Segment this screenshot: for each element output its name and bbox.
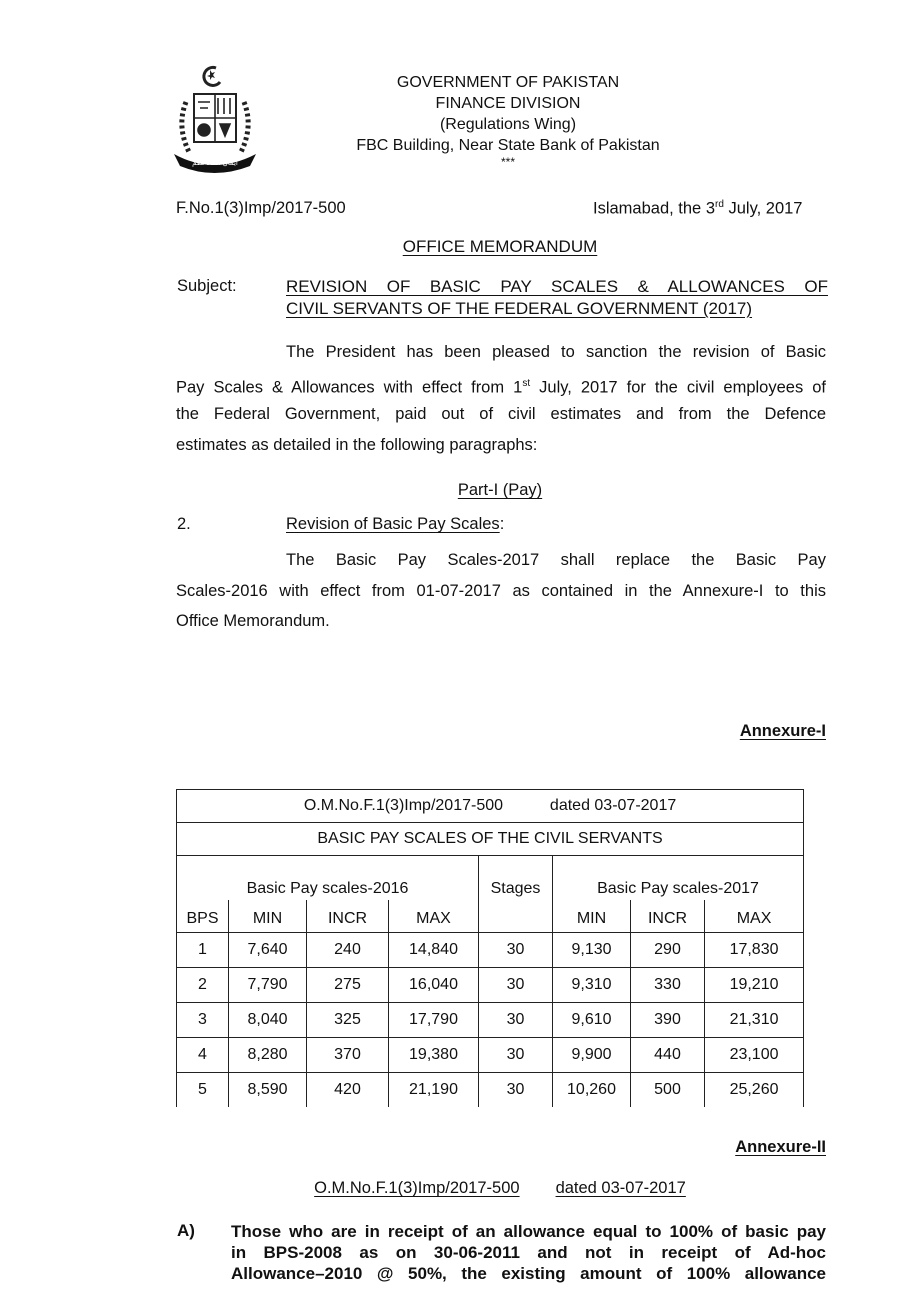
table-cell: 21,190 [389, 1073, 479, 1108]
table-cell: 17,790 [389, 1003, 479, 1038]
table-cell: 30 [479, 1073, 553, 1108]
table-cell: 23,100 [705, 1038, 804, 1073]
group-2016-header: Basic Pay scales-2016 [177, 856, 479, 901]
table-cell: 275 [307, 968, 389, 1003]
table-cell: 17,830 [705, 933, 804, 968]
part1-heading: Part-I (Pay) [457, 481, 543, 499]
file-number: F.No.1(3)Imp/2017-500 [176, 199, 346, 217]
section2-title: Revision of Basic Pay Scales [286, 515, 500, 533]
table-cell: 8,040 [229, 1003, 307, 1038]
table-cell: 330 [631, 968, 705, 1003]
table-cell: 30 [479, 1003, 553, 1038]
col-header: INCR [631, 900, 705, 933]
table-cell: 7,790 [229, 968, 307, 1003]
group-2017-header: Basic Pay scales-2017 [553, 856, 804, 901]
table-cell: 9,900 [553, 1038, 631, 1073]
place-date-suffix: July, 2017 [723, 199, 803, 218]
header-division: FINANCE DIVISION [435, 95, 581, 112]
table-cell: 390 [631, 1003, 705, 1038]
table-om-ref: O.M.No.F.1(3)Imp/2017-500 [303, 797, 504, 814]
table-cell: 19,380 [389, 1038, 479, 1073]
table-cell: 14,840 [389, 933, 479, 968]
section2-colon: : [499, 515, 505, 533]
pay-scales-table [176, 789, 804, 1107]
subject-line-2: CIVIL SERVANTS OF THE FEDERAL GOVERNMENT (2017) [286, 299, 753, 318]
annexure2-item-label: A) [177, 1221, 195, 1240]
table-om-row [177, 790, 804, 823]
col-header [479, 900, 553, 933]
annexure2-line-2: in BPS-2008 as on 30-06-2011 and not in receipt of Ad-hoc [231, 1243, 826, 1262]
para1-line-4: estimates as detailed in the following paragraphs: [176, 436, 538, 454]
section2-heading [286, 515, 504, 534]
section2-line-2: Scales-2016 with effect from 01-07-2017 as contained in the Annexure-I to this [176, 582, 826, 600]
table-cell: 2 [177, 968, 229, 1003]
table-cell: 440 [631, 1038, 705, 1073]
col-header: BPS [177, 900, 229, 933]
annexure2-om-ref: O.M.No.F.1(3)Imp/2017-500 [314, 1179, 520, 1197]
table-cell: 3 [177, 1003, 229, 1038]
header-wing: (Regulations Wing) [439, 116, 577, 133]
table-title: BASIC PAY SCALES OF THE CIVIL SERVANTS [177, 823, 804, 856]
table-cell: 7,640 [229, 933, 307, 968]
government-emblem [166, 62, 264, 174]
table-cell: 9,610 [553, 1003, 631, 1038]
table-row [177, 933, 804, 968]
col-header: MAX [389, 900, 479, 933]
table-cell: 4 [177, 1038, 229, 1073]
table-row [177, 1073, 804, 1108]
table-title-row [177, 823, 804, 856]
place-date-prefix: Islamabad, the 3 [593, 199, 715, 218]
col-header: MAX [705, 900, 804, 933]
table-cell: 16,040 [389, 968, 479, 1003]
section2-line-1: The Basic Pay Scales-2017 shall replace the Basic Pay [286, 551, 826, 569]
annexure2-line-1: Those who are in receipt of an allowance equal to 100% of basic pay [231, 1222, 826, 1241]
table-row [177, 1038, 804, 1073]
table-cell: 9,310 [553, 968, 631, 1003]
table-cell: 30 [479, 968, 553, 1003]
section2-line-3: Office Memorandum. [176, 612, 330, 630]
table-om-cell [177, 790, 804, 823]
table-cell: 325 [307, 1003, 389, 1038]
header-address: FBC Building, Near State Bank of Pakistan [356, 137, 660, 154]
memo-title: OFFICE MEMORANDUM [402, 237, 598, 256]
table-row [177, 1003, 804, 1038]
table-cell: 8,590 [229, 1073, 307, 1108]
stages-header: Stages [479, 856, 553, 901]
table-cell: 500 [631, 1073, 705, 1108]
table-cell: 5 [177, 1073, 229, 1108]
table-cell: 240 [307, 933, 389, 968]
subject-label: Subject: [177, 277, 237, 295]
table-cell: 370 [307, 1038, 389, 1073]
table-cell: 9,130 [553, 933, 631, 968]
table-row [177, 968, 804, 1003]
annexure2-label: Annexure-II [735, 1138, 826, 1156]
col-header: INCR [307, 900, 389, 933]
para1-sup: st [522, 378, 531, 389]
section2-number: 2. [177, 515, 191, 533]
para1-line-3: the Federal Government, paid out of civil estimates and from the Defence [176, 405, 826, 423]
table-cell: 19,210 [705, 968, 804, 1003]
annexure2-line-3: Allowance–2010 @ 50%, the existing amount of 100% allowance [231, 1264, 826, 1283]
table-cell: 10,260 [553, 1073, 631, 1108]
para1-line-2a: Pay Scales & Allowances with effect from 1 [176, 378, 523, 397]
place-date-sup: rd [715, 199, 724, 210]
table-cell: 290 [631, 933, 705, 968]
table-cell: 25,260 [705, 1073, 804, 1108]
para1-line-2b: July, 2017 for the civil employees of [530, 378, 826, 397]
col-header: MIN [229, 900, 307, 933]
subject-line-1: REVISION OF BASIC PAY SCALES & ALLOWANCES OF [286, 277, 828, 296]
header-government: GOVERNMENT OF PAKISTAN [396, 74, 620, 91]
table-cell: 30 [479, 1038, 553, 1073]
table-om-date: dated 03-07-2017 [549, 797, 677, 814]
place-date [593, 199, 802, 219]
para1-line-1: The President has been pleased to sanction the revision of Basic [286, 343, 826, 361]
table-cell: 420 [307, 1073, 389, 1108]
table-cell: 21,310 [705, 1003, 804, 1038]
table-cell: 1 [177, 933, 229, 968]
table-cell: 30 [479, 933, 553, 968]
header-stars: *** [500, 155, 515, 169]
annexure1-label: Annexure-I [739, 722, 826, 740]
table-cell: 8,280 [229, 1038, 307, 1073]
table-group-row [177, 856, 804, 901]
annexure2-om [290, 1179, 710, 1198]
col-header: MIN [553, 900, 631, 933]
annexure2-om-date: dated 03-07-2017 [555, 1179, 686, 1197]
emblem-motto: ایمان اتحاد نظم [192, 159, 238, 167]
table-column-row [177, 900, 804, 933]
